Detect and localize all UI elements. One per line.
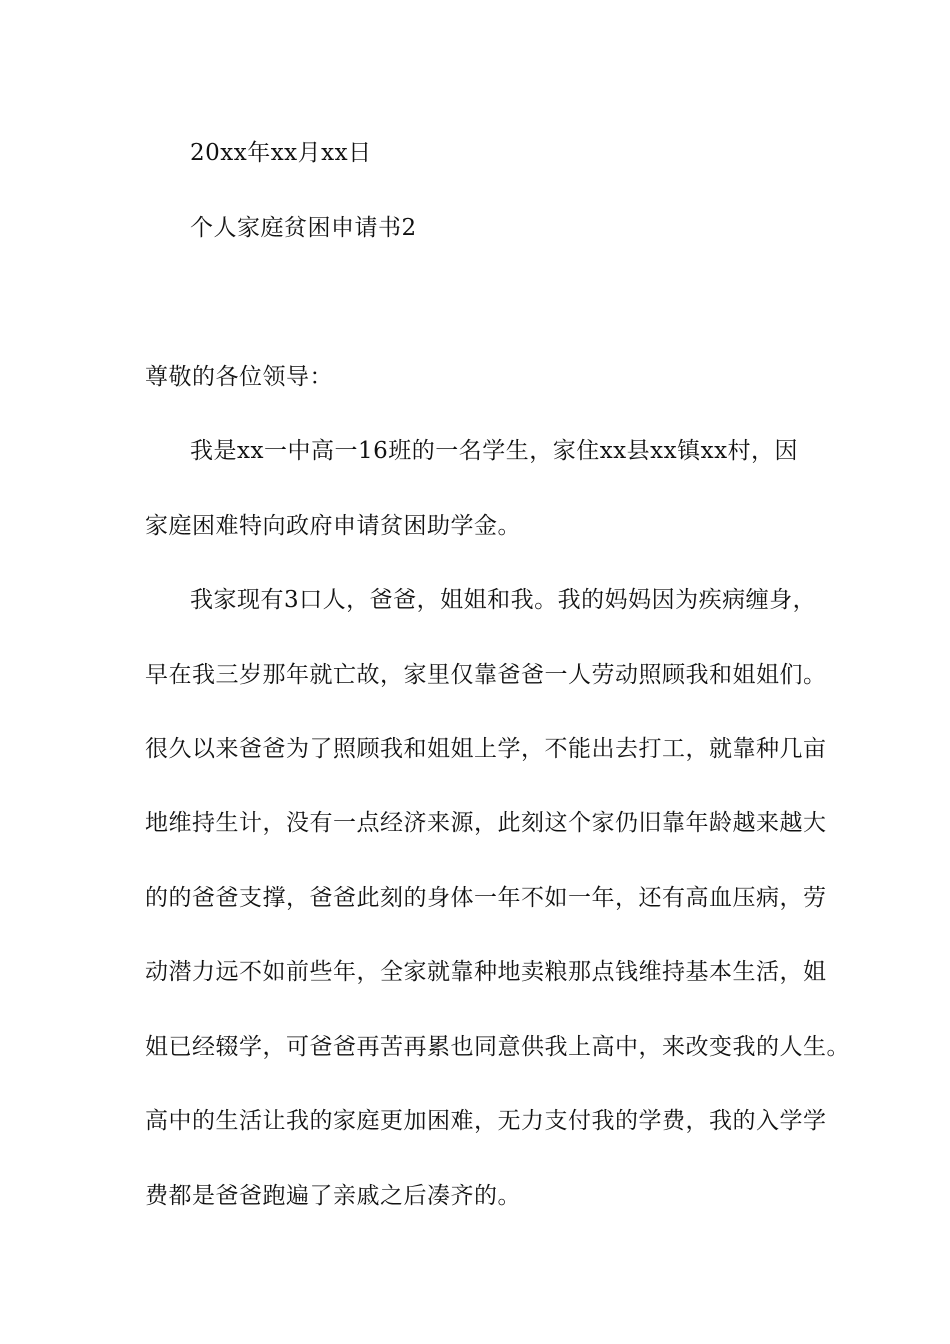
salutation: 尊敬的各位领导： bbox=[145, 364, 333, 390]
paragraph-line: 的的爸爸支撑，爸爸此刻的身体一年不如一年，还有高血压病，劳 bbox=[145, 885, 827, 911]
paragraph-line: 早在我三岁那年就亡故，家里仅靠爸爸一人劳动照顾我和姐姐们。 bbox=[145, 662, 827, 688]
paragraph-line: 地维持生计，没有一点经济来源，此刻这个家仍旧靠年龄越来越大 bbox=[145, 810, 827, 836]
paragraph-line: 很久以来爸爸为了照顾我和姐姐上学，不能出去打工，就靠种几亩 bbox=[145, 736, 827, 762]
paragraph-line: 高中的生活让我的家庭更加困难，无力支付我的学费，我的入学学 bbox=[145, 1108, 827, 1134]
paragraph-line: 我是xx一中高一16班的一名学生，家住xx县xx镇xx村，因 bbox=[190, 438, 799, 464]
paragraph-line: 姐已经辍学，可爸爸再苦再累也同意供我上高中，来改变我的人生。 bbox=[145, 1034, 850, 1060]
document-title: 个人家庭贫困申请书2 bbox=[190, 215, 417, 241]
date-line: 20xx年xx月xx日 bbox=[190, 140, 372, 166]
paragraph-line: 我家现有3口人，爸爸，姐姐和我。我的妈妈因为疾病缠身， bbox=[190, 587, 817, 613]
paragraph-line: 动潜力远不如前些年，全家就靠种地卖粮那点钱维持基本生活，姐 bbox=[145, 959, 827, 985]
paragraph-line: 家庭困难特向政府申请贫困助学金。 bbox=[145, 513, 521, 539]
paragraph-line: 费都是爸爸跑遍了亲戚之后凑齐的。 bbox=[145, 1183, 521, 1209]
